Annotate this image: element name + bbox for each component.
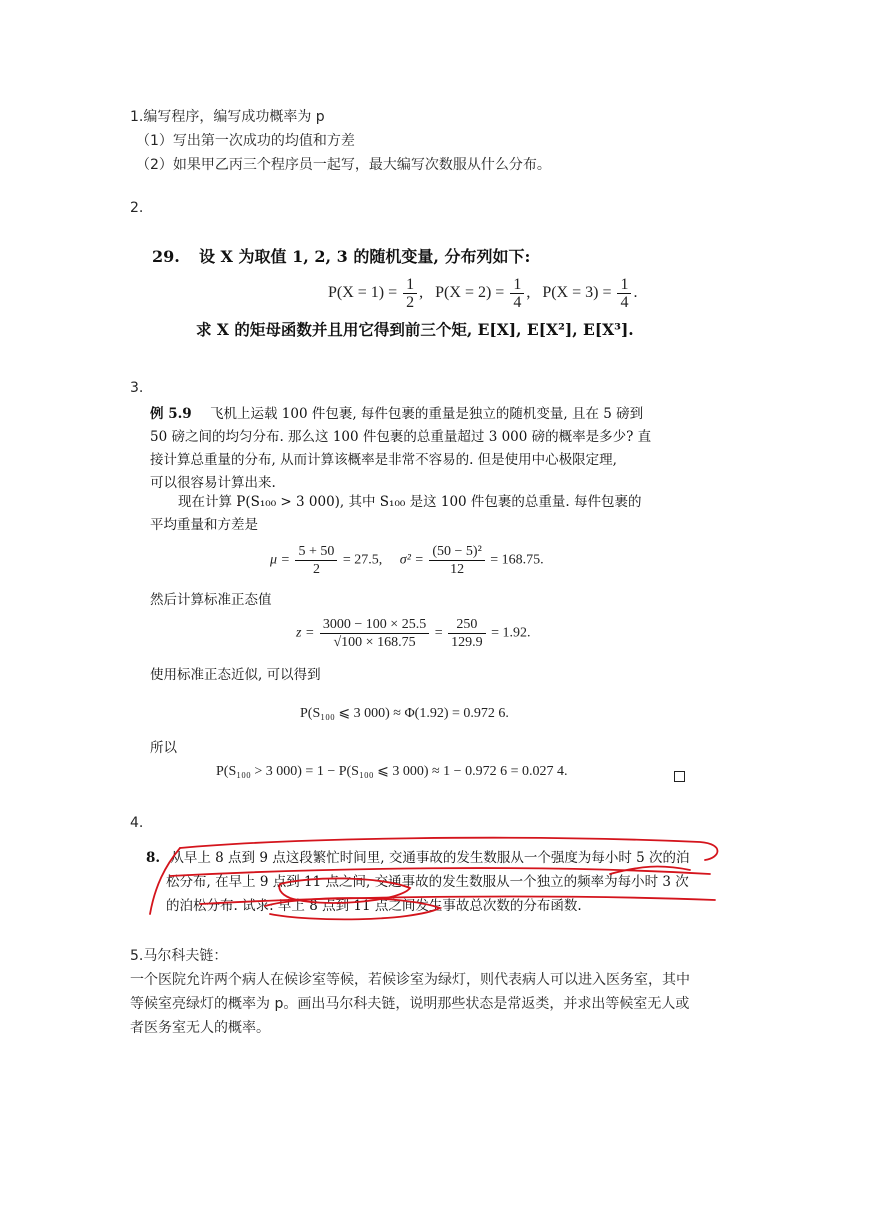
q5-line3: 者医务室无人的概率。 (130, 1020, 270, 1036)
q2-p2-frac (510, 276, 524, 311)
q3-line2: 50 磅之间的均匀分布. 那么这 100 件包裹的总重量超过 3 000 磅的概率是多少? 直 (150, 429, 652, 445)
q3-z-frac2 (448, 616, 486, 651)
q3-then-text: 然后计算标准正态值 (150, 592, 272, 608)
q3-sigma-num: (50 − 5)² (429, 543, 484, 561)
q5-line1: 一个医院允许两个病人在候诊室等候，若候诊室为绿灯，则代表病人可以进入医务室，其中 (130, 972, 690, 988)
q4-line3: 的泊松分布. 试求: 早上 8 点到 11 点之间发生事故总次数的分布函数. (166, 898, 582, 914)
q3-final-formula: P(S₁₀₀ > 3 000) = 1 − P(S₁₀₀ ⩽ 3 000) ≈ 1 − 0.972 6 = 0.027 4. (216, 764, 568, 779)
q3-z-den: √100 × 168.75 (333, 635, 416, 650)
q2-p2-lhs: P(X = 2) = (435, 284, 505, 302)
q3-so-text: 所以 (150, 740, 177, 756)
q2-problem-no: 29. (152, 247, 180, 266)
q3-line1-text: 飞机上运载 100 件包裹, 每件包裹的重量是独立的随机变量, 且在 5 磅到 (209, 406, 644, 422)
q3-mu-frac (295, 543, 337, 578)
q3-number: 3. (130, 380, 144, 396)
q2-number: 2. (130, 200, 144, 216)
q3-z-den2: 129.9 (451, 635, 483, 650)
q3-z-frac (320, 616, 429, 651)
q1-part2: （2）如果甲乙丙三个程序员一起写，最大编写次数服从什么分布。 (136, 157, 551, 173)
q3-approx-formula: P(S₁₀₀ ⩽ 3 000) ≈ Φ(1.92) = 0.972 6. (300, 706, 509, 721)
q4-number: 4. (130, 815, 144, 831)
q3-mu-den: 2 (312, 562, 320, 577)
q4-line2: 松分布, 在早上 9 点到 11 点之间, 交通事故的发生数服从一个独立的频率为每小时 3 次 (166, 874, 689, 890)
q4-problem-no: 8. (146, 850, 161, 866)
q3-example-label: 例 5.9 (150, 406, 192, 422)
q3-mu-num: 5 + 50 (295, 543, 337, 561)
q3-z-eq: = (434, 625, 443, 641)
q3-line5: 现在计算 P(S₁₀₀ > 3 000), 其中 S₁₀₀ 是这 100 件包裹的总重量. 每件包裹的 (178, 494, 642, 510)
q3-sigma-rhs: = 168.75. (490, 552, 544, 568)
q4-line1-text: 从早上 8 点到 9 点这段繁忙时间里, 交通事故的发生数服从一个强度为每小时 5 次的泊 (170, 850, 690, 866)
q2-p3-den: 4 (620, 294, 629, 311)
q3-sigma-lhs: σ² = (399, 552, 424, 568)
q3-line3: 接计算总重量的分布, 从而计算该概率是非常不容易的. 但是使用中心极限定理, (150, 452, 617, 468)
q2-p3-frac (617, 276, 631, 311)
q2-ask: 求 X 的矩母函数并且用它得到前三个矩, E[X], E[X²], E[X³]. (196, 320, 634, 339)
q3-mu-lhs: μ = (270, 552, 290, 568)
q2-p1-frac (403, 276, 417, 311)
q3-line4: 可以很容易计算出来. (150, 475, 276, 491)
q3-sigma-frac (429, 543, 484, 578)
q3-z-lhs: z = (296, 625, 315, 641)
q3-use-text: 使用标准正态近似, 可以得到 (150, 667, 321, 683)
q3-sigma-den: 12 (450, 562, 465, 577)
q3-mu-sigma-formula (270, 543, 544, 578)
q3-z-num2: 250 (448, 616, 486, 634)
q2-statement: 设 X 为取值 1, 2, 3 的随机变量, 分布列如下: (198, 247, 531, 266)
q3-line6: 平均重量和方差是 (150, 517, 258, 533)
q3-mu-rhs: = 27.5, (342, 552, 383, 568)
red-pen-strokes (150, 838, 718, 920)
q3-z-rhs: = 1.92. (491, 625, 531, 641)
q2-p1-den: 2 (406, 294, 415, 311)
q2-p2-num: 1 (510, 276, 524, 294)
q2-p1-lhs: P(X = 1) = (328, 284, 398, 302)
q2-problem (152, 244, 530, 267)
q3-z-num: 3000 − 100 × 25.5 (320, 616, 429, 634)
q5-line2: 等候室亮绿灯的概率为 p。画出马尔科夫链，说明那些状态是常返类，并求出等候室无人或 (130, 996, 690, 1012)
q3-line1 (150, 403, 643, 426)
q1-title: 1.编写程序，编写成功概率为 p (130, 109, 325, 125)
q1-part1: （1）写出第一次成功的均值和方差 (136, 133, 355, 149)
q2-p3-num: 1 (617, 276, 631, 294)
q2-distribution: P(X = 1) = $\frac{1}{2}$ , P(X = 2) = $\frac{1}{4}$ , P(X = 3) = $\frac{1}{4}$ . (328, 276, 638, 311)
handwritten-annotation (140, 836, 740, 926)
q2-p3-lhs: P(X = 3) = (542, 284, 612, 302)
q3-z-formula (296, 616, 531, 651)
q2-p2-den: 4 (513, 294, 522, 311)
q5-title: 5.马尔科夫链： (130, 948, 228, 964)
qed-box-icon (674, 767, 685, 786)
q2-p1-num: 1 (403, 276, 417, 294)
